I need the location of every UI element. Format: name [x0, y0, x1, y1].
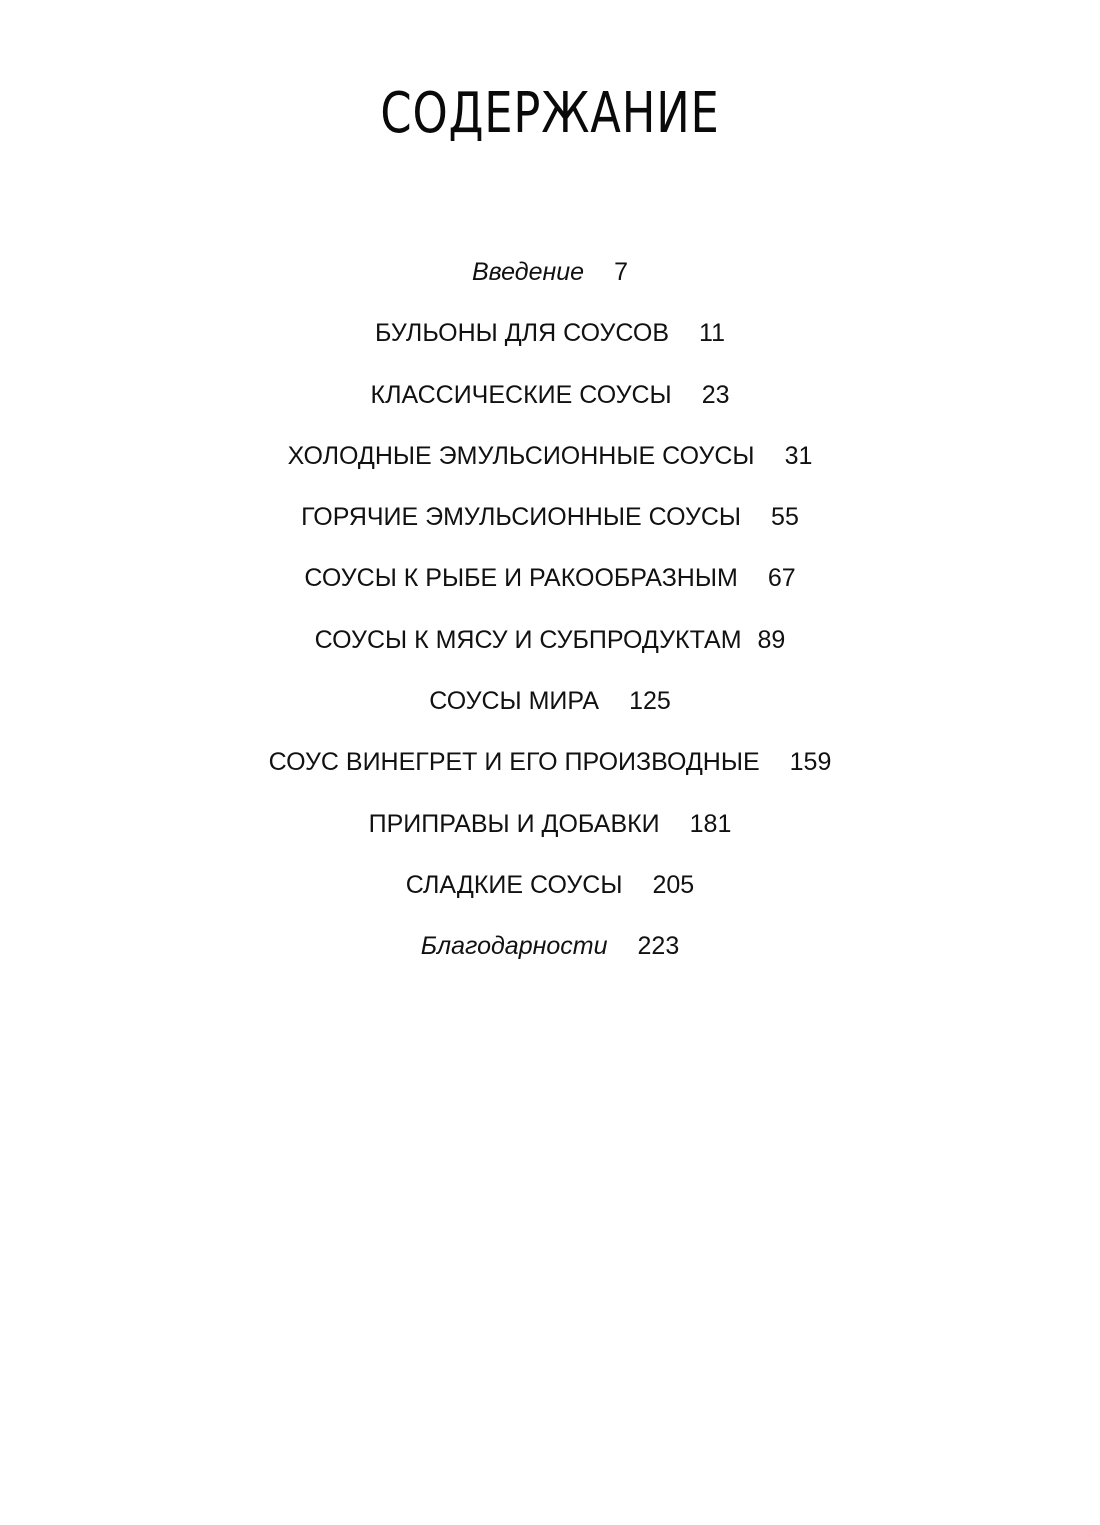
toc-item-label: СОУС ВИНЕГРЕТ И ЕГО ПРОИЗВОДНЫЕ: [268, 748, 760, 777]
toc-item-sweet-sauces[interactable]: [0, 861, 1100, 922]
toc-item-world-sauces[interactable]: [0, 677, 1100, 738]
page-title: СОДЕРЖАНИЕ: [380, 81, 720, 146]
toc-item-page: 223: [637, 932, 680, 961]
toc-item-page: 11: [699, 319, 725, 348]
toc-item-label: СОУСЫ К РЫБЕ И РАКООБРАЗНЫМ: [304, 564, 738, 593]
toc-item-label: ГОРЯЧИЕ ЭМУЛЬСИОННЫЕ СОУСЫ: [301, 503, 742, 532]
toc-item-label: ПРИПРАВЫ И ДОБАВКИ: [368, 809, 660, 838]
toc-item-acknowledgements[interactable]: [0, 922, 1100, 983]
toc-item-classic-sauces[interactable]: [0, 371, 1100, 432]
toc-item-introduction[interactable]: [0, 248, 1100, 309]
toc-item-label: Благодарности: [420, 932, 608, 961]
toc-item-label: СЛАДКИЕ СОУСЫ: [405, 870, 623, 899]
toc-item-page: 31: [784, 441, 813, 470]
toc-item-label: СОУСЫ МИРА: [429, 687, 600, 716]
toc-item-page: 181: [689, 809, 732, 838]
table-of-contents: [0, 248, 1100, 984]
toc-item-label: ХОЛОДНЫЕ ЭМУЛЬСИОННЫЕ СОУСЫ: [287, 441, 755, 470]
toc-item-label: БУЛЬОНЫ ДЛЯ СОУСОВ: [375, 319, 670, 348]
toc-item-page: 205: [652, 870, 695, 899]
toc-item-label: Введение: [472, 258, 585, 286]
toc-item-page: 23: [701, 380, 730, 409]
toc-item-page: 125: [629, 687, 671, 716]
toc-item-page: 89: [757, 625, 786, 654]
toc-item-cold-emulsion-sauces[interactable]: [0, 432, 1100, 493]
toc-item-label: СОУСЫ К МЯСУ И СУБПРОДУКТАМ: [314, 625, 742, 654]
toc-item-page: 159: [789, 748, 832, 777]
toc-item-label: КЛАССИЧЕСКИЕ СОУСЫ: [370, 380, 672, 409]
toc-item-vinaigrette[interactable]: [0, 738, 1100, 799]
toc-item-hot-emulsion-sauces[interactable]: [0, 493, 1100, 554]
toc-item-meat-sauces[interactable]: [0, 616, 1100, 677]
toc-item-page: 7: [614, 258, 628, 286]
toc-item-fish-sauces[interactable]: [0, 554, 1100, 615]
toc-item-page: 55: [771, 503, 799, 532]
toc-item-seasonings[interactable]: [0, 800, 1100, 861]
toc-item-page: 67: [767, 564, 796, 593]
toc-item-stocks[interactable]: [0, 309, 1100, 370]
